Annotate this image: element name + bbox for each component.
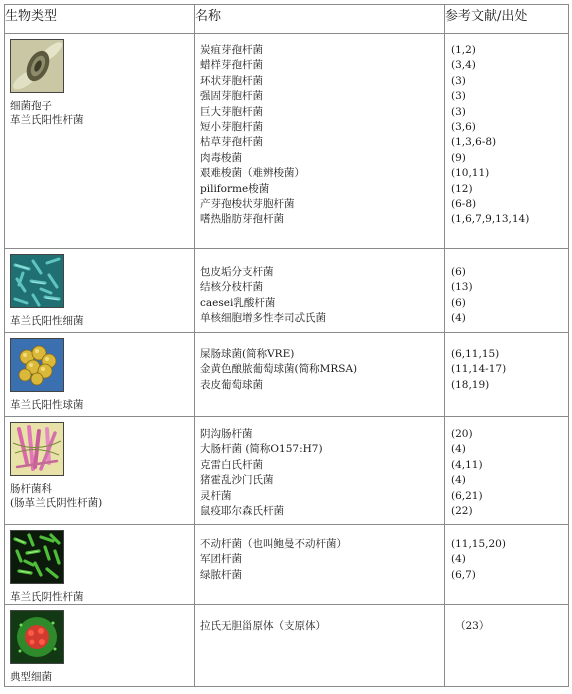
atypical-bacteria-image-icon (10, 610, 64, 664)
reference-value: (4) (451, 443, 466, 456)
table-row (5, 417, 569, 525)
gram-negative-bacilli-image-icon (10, 530, 64, 584)
name-cell (195, 605, 445, 687)
organism-type-cell (5, 417, 195, 525)
organism-name: 拉氏无胆甾原体（支原体） (200, 620, 326, 632)
reference-value: (1,2) (451, 44, 476, 56)
organism-name: 表皮葡萄球菌 (200, 378, 263, 391)
reference-value: (18,19) (451, 378, 490, 391)
organism-name: 艰难梭菌（难辨梭菌） (200, 167, 305, 180)
organism-name: 猪霍乱沙门氏菌 (200, 474, 274, 487)
name-cell (195, 333, 445, 417)
reference-value: (10,11) (451, 167, 490, 180)
reference-cell (445, 249, 569, 333)
reference-value: (3,6) (451, 121, 476, 134)
table-row (5, 333, 569, 417)
organism-type-label: 典型细菌 (10, 671, 52, 683)
reference-value: (6,7) (451, 568, 476, 581)
organism-name: caesei乳酸杆菌 (200, 296, 276, 309)
reference-value: (1,3,6-8) (451, 136, 497, 149)
reference-value: (22) (451, 505, 473, 518)
reference-value: (4) (451, 312, 466, 325)
organism-name: 军团杆菌 (200, 553, 242, 566)
organism-name: 克雷白氏杆菌 (200, 458, 263, 471)
reference-value: (11,14-17) (451, 363, 507, 376)
organism-name: 金黄色酿脓葡萄球菌(简称MRSA) (200, 363, 358, 376)
header-reference: 参考文献/出处 (445, 5, 569, 34)
reference-value: (4) (451, 553, 466, 566)
gram-positive-cocci-image-icon (10, 338, 64, 392)
organism-name: 结核分枝杆菌 (200, 281, 263, 294)
reference-value: (9) (451, 151, 466, 164)
reference-value: (3) (451, 74, 466, 87)
reference-value: （23） (455, 620, 490, 632)
organism-name: piliforme梭菌 (200, 182, 270, 195)
table-header-row (5, 5, 569, 34)
organism-name: 短小芽胞杆菌 (200, 121, 263, 134)
organism-type-label: 革兰氏阳性球菌 (10, 399, 84, 411)
organism-type-label: 肠杆菌科 (肠革兰氏阴性杆菌) (10, 483, 103, 509)
reference-value: (6) (451, 266, 466, 278)
reference-value: (20) (451, 428, 473, 440)
header-organism-type: 生物类型 (5, 5, 195, 34)
organism-type-label: 细菌孢子 革兰氏阳性杆菌 (10, 100, 84, 126)
organism-name: 炭疽芽孢杆菌 (200, 44, 263, 56)
reference-value: (3) (451, 105, 466, 118)
gram-positive-bacteria-image-icon (10, 254, 64, 308)
organism-name: 强固芽胞杆菌 (200, 90, 263, 103)
organism-type-cell (5, 34, 195, 249)
organism-name: 鼠疫耶尔森氏杆菌 (200, 505, 284, 518)
name-cell (195, 417, 445, 525)
organism-name: 肉毒梭菌 (200, 151, 242, 164)
reference-value: (1,6,7,9,13,14) (451, 213, 530, 226)
reference-value: (6,21) (451, 489, 483, 502)
bacterial-spore-image-icon (10, 39, 64, 93)
organism-name: 不动杆菌（也叫鲍曼不动杆菌） (200, 538, 347, 550)
organism-name: 巨大芽胞杆菌 (200, 105, 263, 118)
reference-value: (6,11,15) (451, 348, 500, 360)
organism-name: 蜡样芽孢杆菌 (200, 59, 263, 72)
organism-name: 屎肠球菌(简称VRE) (200, 348, 295, 360)
organism-type-cell (5, 605, 195, 687)
reference-cell (445, 333, 569, 417)
organism-name: 枯草芽孢杆菌 (200, 136, 263, 149)
reference-cell (445, 417, 569, 525)
organism-name: 灵杆菌 (200, 489, 232, 502)
table-row (5, 605, 569, 687)
reference-cell (445, 34, 569, 249)
organism-type-cell (5, 333, 195, 417)
organism-name: 单核细胞增多性李司忒氏菌 (200, 312, 326, 325)
reference-value: (3,4) (451, 59, 476, 72)
organism-name: 包皮垢分支杆菌 (200, 266, 274, 278)
reference-value: (4,11) (451, 458, 483, 471)
reference-cell (445, 605, 569, 687)
reference-value: (6) (451, 296, 466, 309)
organism-name: 绿脓杆菌 (200, 568, 242, 581)
name-cell (195, 249, 445, 333)
reference-value: (12) (451, 182, 473, 195)
reference-cell (445, 525, 569, 605)
reference-value: (4) (451, 474, 466, 487)
organism-reference-table (4, 4, 569, 687)
organism-name: 大肠杆菌 (简称O157:H7) (200, 443, 323, 456)
reference-value: (3) (451, 90, 466, 103)
organism-type-cell (5, 249, 195, 333)
organism-name: 产芽孢梭状芽胞杆菌 (200, 198, 295, 211)
enterobacteriaceae-image-icon (10, 422, 64, 476)
reference-value: (13) (451, 281, 473, 294)
table-row (5, 34, 569, 249)
organism-type-cell (5, 525, 195, 605)
name-cell (195, 34, 445, 249)
table-row (5, 249, 569, 333)
organism-name: 阴沟肠杆菌 (200, 428, 253, 440)
organism-name: 环状芽胞杆菌 (200, 74, 263, 87)
reference-value: (6-8) (451, 198, 477, 211)
organism-type-label: 革兰氏阳性细菌 (10, 315, 84, 327)
organism-name: 嗜热脂肪芽孢杆菌 (200, 213, 284, 226)
header-name: 名称 (195, 5, 445, 34)
organism-type-label: 革兰氏阴性杆菌 (10, 591, 84, 603)
reference-value: (11,15,20) (451, 538, 506, 550)
name-cell (195, 525, 445, 605)
table-row (5, 525, 569, 605)
